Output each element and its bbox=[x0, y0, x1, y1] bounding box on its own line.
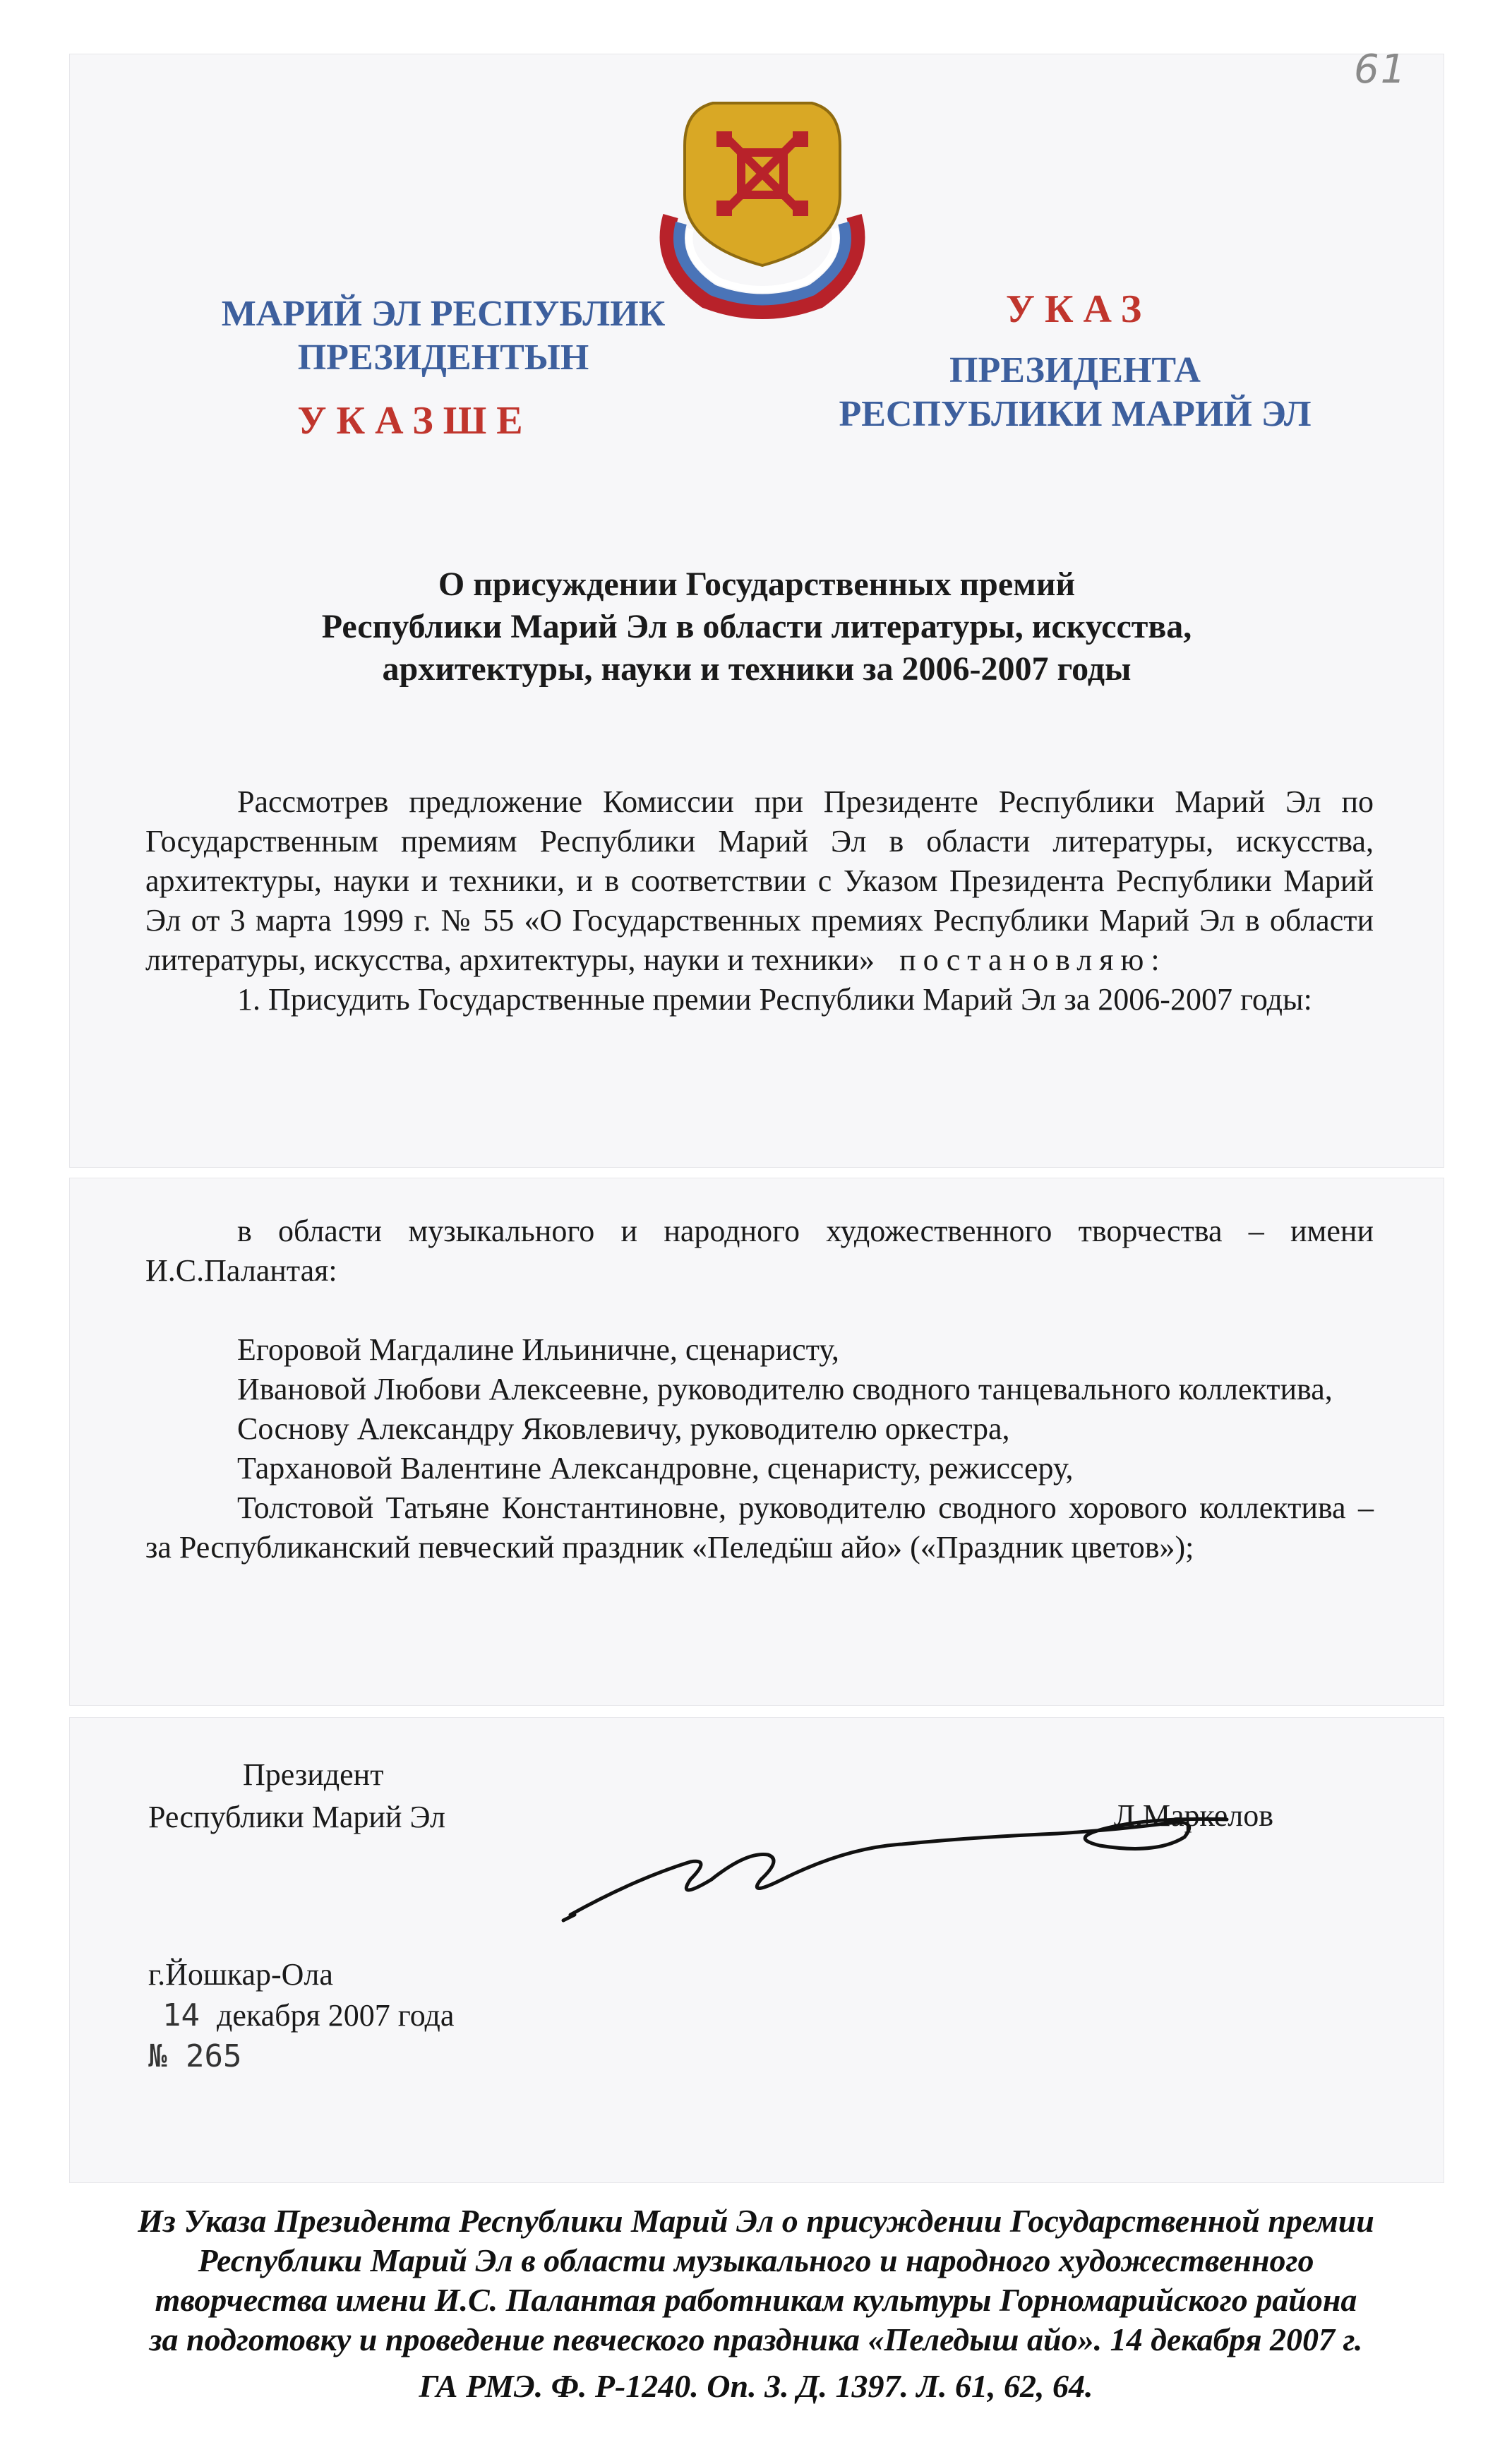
title-line2: Республики Марий Эл в области литературы, искусства, bbox=[321, 608, 1192, 645]
document-fragment-2 bbox=[69, 1178, 1444, 1706]
title-line1: О присуждении Государственных премий bbox=[438, 566, 1076, 603]
archival-source: ГА РМЭ. Ф. Р-1240. Оп. 3. Д. 1397. Л. 61, 62, 64. bbox=[419, 2368, 1093, 2404]
date-rest: декабря 2007 года bbox=[216, 1998, 455, 2033]
header-left-line2: ПРЕЗИДЕНТЫН bbox=[297, 337, 589, 378]
caption-line1: Из Указа Президента Республики Марий Эл о присуждении Государственной премии bbox=[138, 2203, 1374, 2239]
header-right-ukaz: УКАЗ bbox=[1005, 287, 1152, 331]
laureate-1: Егоровой Магдалине Ильиничне, сценаристу, bbox=[237, 1332, 839, 1367]
header-left-ukazshe: УКАЗШЕ bbox=[297, 399, 533, 443]
document-fragment-3 bbox=[69, 1717, 1444, 2183]
page-number: 61 bbox=[1354, 47, 1408, 92]
caption-line2: Республики Марий Эл в области музыкального и народного художественного bbox=[198, 2242, 1314, 2278]
header-right-line2: РЕСПУБЛИКИ МАРИЙ ЭЛ bbox=[839, 394, 1312, 434]
document-fragment-1 bbox=[69, 47, 1444, 1168]
caption-line4: за подготовку и проведение певческого праздника «Пеледыш айо». 14 декабря 2007 г. bbox=[149, 2321, 1363, 2357]
laureate-4: Тархановой Валентине Александровне, сценаристу, режиссеру, bbox=[237, 1451, 1074, 1485]
document-title bbox=[69, 563, 1444, 691]
coat-of-arms-emblem bbox=[628, 89, 896, 322]
award-area: в области музыкального и народного художественного творчества – имени И.С.Палантая: bbox=[145, 1214, 1374, 1288]
date-day: 14 bbox=[162, 1997, 200, 2033]
title-line3: архитектуры, науки и техники за 2006-2007 годы bbox=[382, 650, 1132, 688]
preamble-paragraph bbox=[145, 782, 1374, 1020]
decree-number: № 265 bbox=[148, 2038, 242, 2074]
preamble-text: Рассмотрев предложение Комиссии при Президенте Республики Марий Эл по Государственным премиям Республики Марий Эл в области литературы, искусства, архитектуры, науки и техники, и в соответствии с Указом Президента Республики Марий Эл от 3 марта 1999 г. № 55 «О Государственных премиях Республики Марий Эл в области литературы, искусства, архитектуры, науки и техники» bbox=[145, 784, 1374, 977]
resolve-word: постановляю: bbox=[899, 943, 1167, 977]
archival-caption bbox=[42, 2201, 1470, 2360]
signatory-title-line2: Республики Марий Эл bbox=[148, 1800, 445, 1834]
laureate-5: Толстовой Татьяне Константиновне, руководителю сводного хорового коллектива – за Республиканский певческий праздник «Пеледӹш айо» («Праздник цветов»); bbox=[145, 1490, 1374, 1565]
header-left-line1: МАРИЙ ЭЛ РЕСПУБЛИК bbox=[221, 294, 666, 334]
laureate-3: Соснову Александру Яковлевичу, руководителю оркестра, bbox=[237, 1411, 1010, 1446]
place: г.Йошкар-Ола bbox=[148, 1957, 333, 1992]
signatory-title-line1: Президент bbox=[243, 1757, 384, 1792]
point-1: 1. Присудить Государственные премии Республики Марий Эл за 2006-2007 годы: bbox=[237, 982, 1312, 1017]
handwritten-signature bbox=[479, 1795, 1269, 1950]
laureate-2: Ивановой Любови Алексеевне, руководителю сводного танцевального коллектива, bbox=[237, 1372, 1333, 1406]
signatory-name: Л.Маркелов bbox=[1114, 1798, 1274, 1833]
header-right-line1: ПРЕЗИДЕНТА bbox=[949, 350, 1201, 390]
caption-line3: творчества имени И.С. Палантая работникам культуры Горномарийского района bbox=[155, 2282, 1357, 2318]
